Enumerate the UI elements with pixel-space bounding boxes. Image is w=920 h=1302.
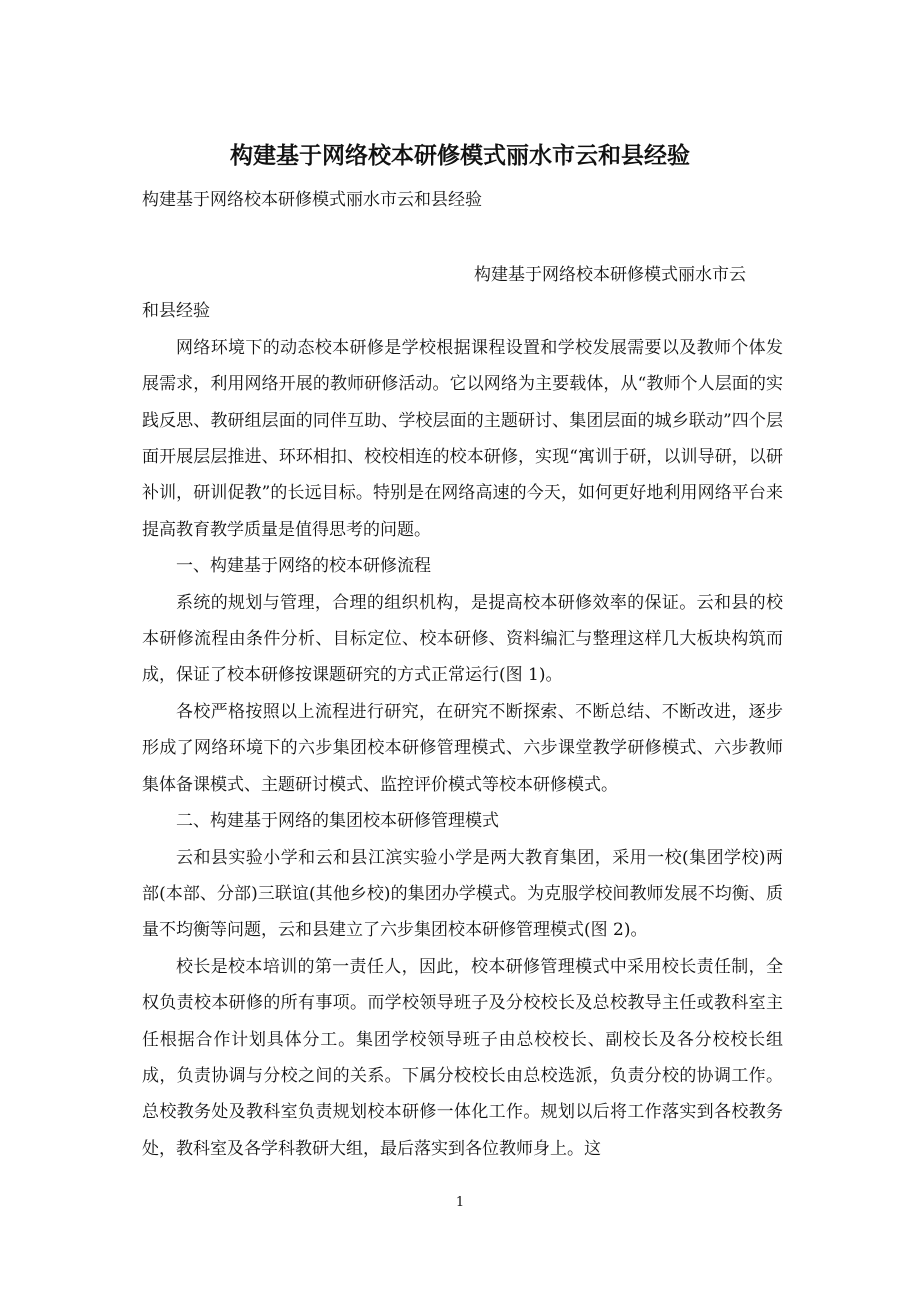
document-title: 构建基于网络校本研修模式丽水市云和县经验 xyxy=(230,142,690,169)
paragraph-intro: 网络环境下的动态校本研修是学校根据课程设置和学校发展需要以及教师个体发展需求，利用网络开展的教师研修活动。它以网络为主要载体，从“教师个人层面的实践反思、教研组层面的同伴互助、学校层面的主题研讨、集团层面的城乡联动”四个层面开展层层推进、环环相扣、校校相连的校本研修，实现“寓训于研，以训导研，以研补训，研训促教”的长远目标。特别是在网络高速的今天，如何更好地利用网络平台来提高教育教学质量是值得思考的问题。 xyxy=(142,337,783,540)
section-heading-line-1: 构建基于网络校本研修模式丽水市云 xyxy=(474,265,746,285)
paragraph-principal: 校长是校本培训的第一责任人，因此，校本研修管理模式中采用校长责任制，全权负责校本研修的所有事项。而学校领导班子及分校校长及总校教导主任或教科室主任根据合作计划具体分工。集团学校领导班子由总校校长、副校长及各分校校长组成，负责协调与分校之间的关系。下属分校校长由总校选派，负责分校的协调工作。总校教务处及教科室负责规划校本研修一体化工作。规划以后将工作落实到各校教务处，教科室及各学科教研大组，最后落实到各位教师身上。这 xyxy=(142,956,783,1159)
section-heading-2: 二、构建基于网络的集团校本研修管理模式 xyxy=(176,811,499,832)
page-number: 1 xyxy=(455,1195,465,1210)
document-body xyxy=(142,257,783,1167)
document-subtitle: 构建基于网络校本研修模式丽水市云和县经验 xyxy=(142,190,482,210)
paragraph-group-schools: 云和县实验小学和云和县江滨实验小学是两大教育集团，采用一校(集团学校)两部(本部、分部)三联谊(其他乡校)的集团办学模式。为克服学校间教师发展不均衡、质量不均衡等问题，云和县建立了六步集团校本研修管理模式(图 2)。 xyxy=(142,847,783,941)
section-heading-line-2: 和县经验 xyxy=(142,301,210,322)
paragraph-process: 系统的规划与管理，合理的组织机构，是提高校本研修效率的保证。云和县的校本研修流程由条件分析、目标定位、校本研修、资料编汇与整理这样几大板块构筑而成，保证了校本研修按课题研究的方式正常运行(图 1)。 xyxy=(142,592,783,686)
section-heading-1: 一、构建基于网络的校本研修流程 xyxy=(176,556,431,577)
paragraph-models: 各校严格按照以上流程进行研究，在研究不断探索、不断总结、不断改进，逐步形成了网络环境下的六步集团校本研修管理模式、六步课堂教学研修模式、六步教师集体备课模式、主题研讨模式、监控评价模式等校本研修模式。 xyxy=(142,701,783,795)
